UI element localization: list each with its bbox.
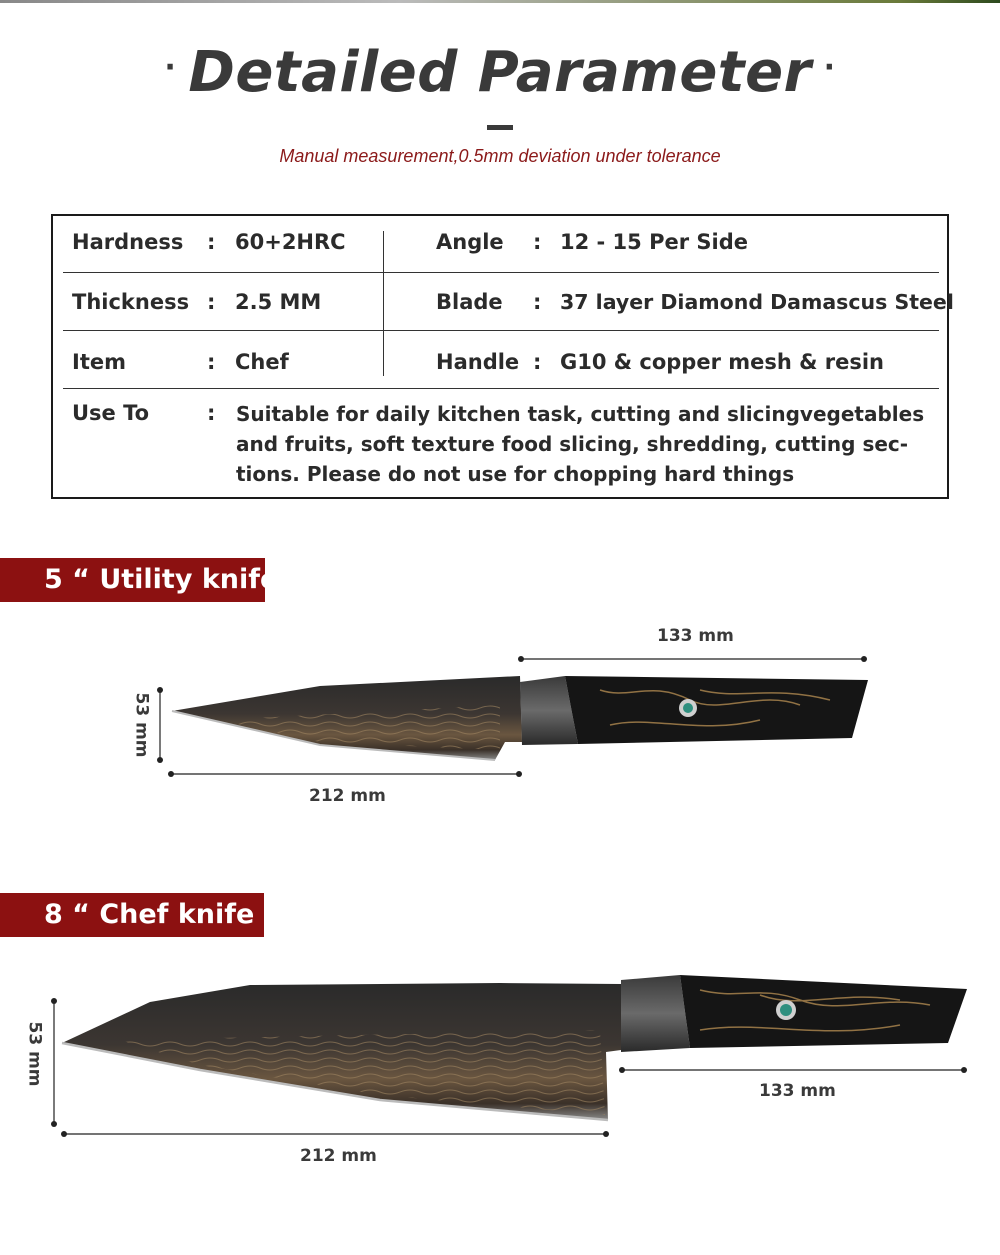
page-subtitle: Manual measurement,0.5mm deviation under tolerance xyxy=(279,146,721,166)
chef-handle-dimension xyxy=(619,1067,967,1073)
item-value: Chef xyxy=(235,350,289,374)
angle-label: Angle xyxy=(436,230,504,254)
utility-knife-banner: 5 “ Utility knife xyxy=(0,558,265,602)
chef-knife-banner: 8 “ Chef knife xyxy=(0,893,264,937)
handle-value: G10 & copper mesh & resin xyxy=(560,350,885,374)
item-colon: : xyxy=(207,350,216,374)
hardness-colon: : xyxy=(207,230,216,254)
angle-colon: : xyxy=(533,230,542,254)
title-text: Detailed Parameter xyxy=(188,40,812,105)
chef-handle-length: 133 mm xyxy=(759,1081,836,1101)
utility-knife-illustration xyxy=(172,676,868,760)
handle-colon: : xyxy=(533,350,542,374)
angle-value: 12 - 15 Per Side xyxy=(560,230,748,254)
use-to-label: Use To xyxy=(72,401,150,425)
thickness-colon: : xyxy=(207,290,216,314)
utility-blade-length: 212 mm xyxy=(309,786,386,806)
utility-height-dimension xyxy=(157,687,163,763)
chef-height-dimension xyxy=(51,998,57,1127)
handle-label: Handle xyxy=(436,350,520,374)
thickness-value: 2.5 MM xyxy=(235,290,322,314)
hardness-label: Hardness xyxy=(72,230,184,254)
use-to-colon: : xyxy=(207,401,216,425)
blade-value: 37 layer Diamond Damascus Steel xyxy=(560,290,954,314)
utility-blade-dimension xyxy=(168,771,522,777)
item-label: Item xyxy=(72,350,126,374)
chef-blade-length: 212 mm xyxy=(300,1146,377,1166)
utility-handle-length: 133 mm xyxy=(657,626,734,646)
chef-height: 53 mm xyxy=(24,1021,45,1087)
hardness-value: 60+2HRC xyxy=(235,230,346,254)
chef-blade-dimension xyxy=(61,1131,609,1137)
thickness-label: Thickness xyxy=(72,290,190,314)
blade-label: Blade xyxy=(436,290,503,314)
utility-handle-dimension xyxy=(518,656,867,662)
use-to-value: Suitable for daily kitchen task, cutting and slicingvegetables and fruits, soft texture food slicing, shredding, cutting sec- tions. Please do not use for chopping hard things xyxy=(236,402,925,486)
title-bullet-right: · xyxy=(823,50,836,86)
utility-height: 53 mm xyxy=(131,692,152,758)
blade-colon: : xyxy=(533,290,542,314)
title-bullet-left: · xyxy=(164,50,177,86)
